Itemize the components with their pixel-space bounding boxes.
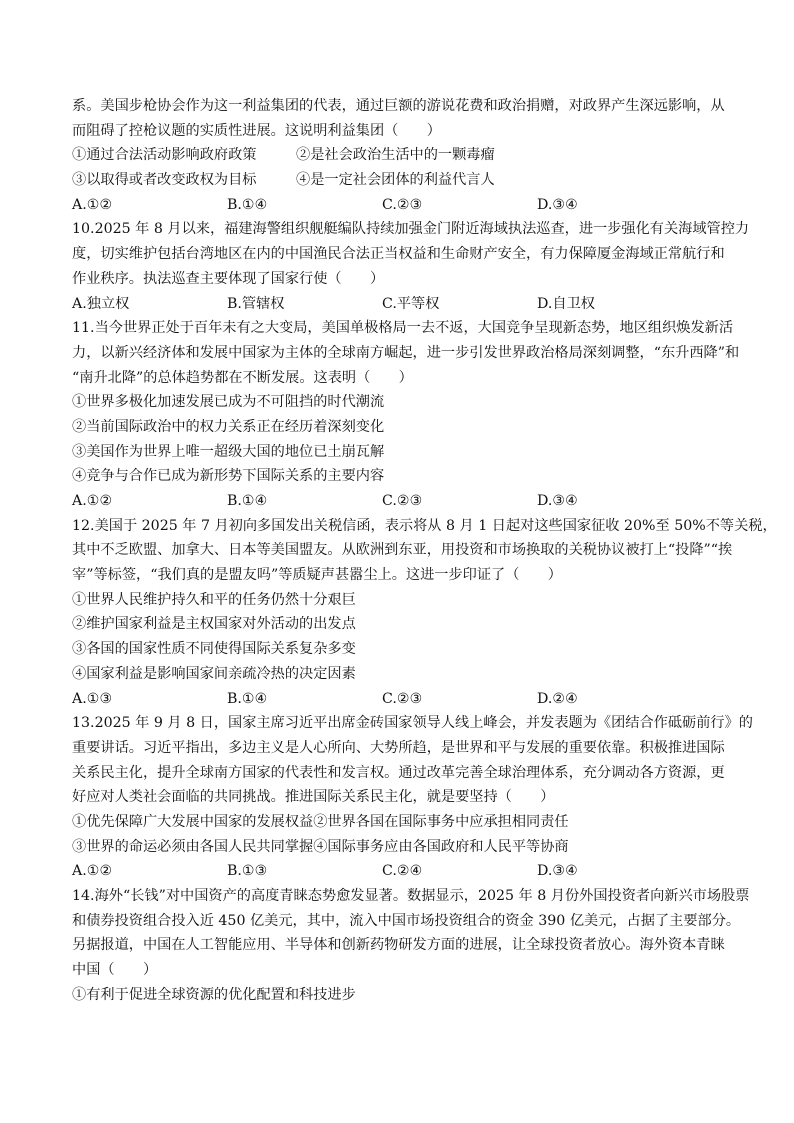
question-text-line: 另据报道，中国在人工智能应用、半导体和创新药物研发方面的进展，让全球投资者放心。海外资本青睐 bbox=[72, 937, 725, 954]
option-b: B.①④ bbox=[227, 493, 268, 509]
statement-row bbox=[72, 810, 726, 835]
statement-4: ④是一定社会团体的利益代言人 bbox=[296, 172, 495, 189]
option-a: A.①② bbox=[72, 863, 113, 880]
question-text-line: 14.海外“长钱”对中国资产的高度青睐态势愈发显著。数据显示，2025 年 8 月份外国投资者向新兴市场股票 bbox=[72, 888, 750, 904]
statement-1: ①世界多极化加速发展已成为不可阻挡的时代潮流 bbox=[72, 394, 385, 411]
statement-3: ③美国作为世界上唯一超级大国的地位已土崩瓦解 bbox=[72, 443, 385, 460]
question-text-line: “南升北降”的总体趋势都在不断发展。这表明（ ） bbox=[72, 369, 413, 386]
question-text-line: 和债券投资组合投入近 450 亿美元，其中，流入中国市场投资组合的资金 390 亿美元，占据了主要部分。 bbox=[72, 912, 741, 929]
statement-2: ②是社会政治生活中的一颗毒瘤 bbox=[296, 147, 495, 164]
statement-4: ④国际事务应由各国政府和人民平等协商 bbox=[313, 838, 569, 855]
option-d: D.②④ bbox=[537, 690, 578, 707]
option-c: C.②③ bbox=[382, 690, 423, 707]
question-text-line: 12.美国于 2025 年 7 月初向多国发出关税信函，表示将从 8 月 1 日起对这些国家征收 20%至 50%不等关税， bbox=[72, 517, 777, 534]
option-b: B.①④ bbox=[227, 196, 268, 213]
option-c: C.②③ bbox=[382, 196, 423, 213]
options-row bbox=[72, 859, 726, 884]
question-text-line: 度，切实维护包括台湾地区在内的中国渔民合法正当权益和生命财产安全，有力保障厦金海域正常航行和 bbox=[72, 246, 725, 263]
option-d: D.③④ bbox=[537, 863, 578, 880]
statement-3: ③各国的国家性质不同使得国际关系复杂多变 bbox=[72, 641, 356, 658]
question-14 bbox=[72, 884, 750, 1007]
option-b: B.管辖权 bbox=[227, 295, 285, 312]
options-row bbox=[72, 687, 726, 712]
question-13 bbox=[72, 711, 753, 884]
statement-row bbox=[72, 835, 726, 860]
question-text-line: 中国（ ） bbox=[72, 962, 158, 979]
option-c: C.②④ bbox=[382, 863, 423, 880]
statement-3: ③以取得或者改变政权为目标 bbox=[72, 172, 257, 189]
options-row bbox=[72, 489, 726, 514]
question-text-line: 重要讲话。习近平指出，多边主义是人心所向、大势所趋，是世界和平与发展的重要依靠。积极推进国际 bbox=[72, 739, 725, 756]
question-text-line: 13.2025 年 9 月 8 日，国家主席习近平出席金砖国家领导人线上峰会，并发表题为《团结合作砥砺前行》的 bbox=[72, 715, 753, 732]
statement-row bbox=[72, 143, 726, 168]
question-text-line: 10.2025 年 8 月以来，福建海警组织舰艇编队持续加强金门附近海域执法巡查，进一步强化有关海域管控力 bbox=[72, 221, 750, 238]
option-a: A.①③ bbox=[72, 690, 113, 707]
question-text-line: 力，以新兴经济体和发展中国家为主体的全球南方崛起，进一步引发世界政治格局深刻调整，“东升西降”和 bbox=[72, 344, 740, 361]
options-row bbox=[72, 193, 726, 218]
statement-1: ①有利于促进全球资源的优化配置和科技进步 bbox=[72, 986, 356, 1003]
statement-1: ①优先保障广大发展中国家的发展权益 bbox=[72, 813, 314, 830]
exam-page bbox=[72, 94, 777, 1007]
question-text-line: 宰”等标签，“我们真的是盟友吗”等质疑声甚嚣尘上。这进一步印证了（ ） bbox=[72, 567, 562, 584]
question-10 bbox=[72, 217, 750, 316]
question-text-line: 系。美国步枪协会作为这一利益集团的代表，通过巨额的游说花费和政治捐赠，对政界产生深远影响，从 bbox=[72, 98, 725, 114]
statement-1: ①世界人民维护持久和平的任务仍然十分艰巨 bbox=[72, 591, 356, 608]
option-d: D.③④ bbox=[537, 493, 578, 509]
option-c: C.平等权 bbox=[382, 295, 440, 312]
question-9-continuation bbox=[72, 94, 726, 217]
option-c: C.②③ bbox=[382, 493, 423, 509]
statement-4: ④国家利益是影响国家间亲疏冷热的决定因素 bbox=[72, 665, 356, 682]
statement-2: ②当前国际政治中的权力关系正在经历着深刻变化 bbox=[72, 418, 385, 435]
option-a: A.①② bbox=[72, 493, 113, 509]
question-12 bbox=[72, 514, 777, 712]
question-text-line: 11.当今世界正处于百年未有之大变局，美国单极格局一去不返，大国竞争呈现新态势，地区组织焕发新活 bbox=[72, 320, 734, 337]
option-a: A.独立权 bbox=[72, 295, 130, 312]
question-text-line: 关系民主化，提升全球南方国家的代表性和发言权。通过改革完善全球治理体系，充分调动各方资源，更 bbox=[72, 764, 725, 781]
question-11 bbox=[72, 316, 740, 514]
option-b: B.①④ bbox=[227, 690, 268, 707]
statement-2: ②维护国家利益是主权国家对外活动的出发点 bbox=[72, 616, 356, 633]
statement-2: ②世界各国在国际事务中应承担相同责任 bbox=[313, 813, 569, 830]
question-text-line: 作业秩序。执法巡查主要体现了国家行使（ ） bbox=[72, 270, 385, 287]
option-d: D.自卫权 bbox=[537, 295, 595, 312]
statement-4: ④竞争与合作已成为新形势下国际关系的主要内容 bbox=[72, 468, 385, 485]
options-row bbox=[72, 292, 726, 317]
question-text-line: 其中不乏欧盟、加拿大、日本等美国盟友。从欧洲到东亚，用投资和市场换取的关税协议被打上“投降”“挨 bbox=[72, 542, 733, 559]
statement-1: ①通过合法活动影响政府政策 bbox=[72, 147, 257, 164]
option-b: B.①③ bbox=[227, 863, 268, 880]
option-d: D.③④ bbox=[537, 196, 578, 213]
option-a: A.①② bbox=[72, 196, 113, 213]
question-text-line: 而阻碍了控枪议题的实质性进展。这说明利益集团（ ） bbox=[72, 122, 441, 139]
statement-row bbox=[72, 168, 726, 193]
statement-3: ③世界的命运必须由各国人民共同掌握 bbox=[72, 838, 314, 855]
question-text-line: 好应对人类社会面临的共同挑战。推进国际关系民主化，就是要坚持（ ） bbox=[72, 789, 555, 806]
